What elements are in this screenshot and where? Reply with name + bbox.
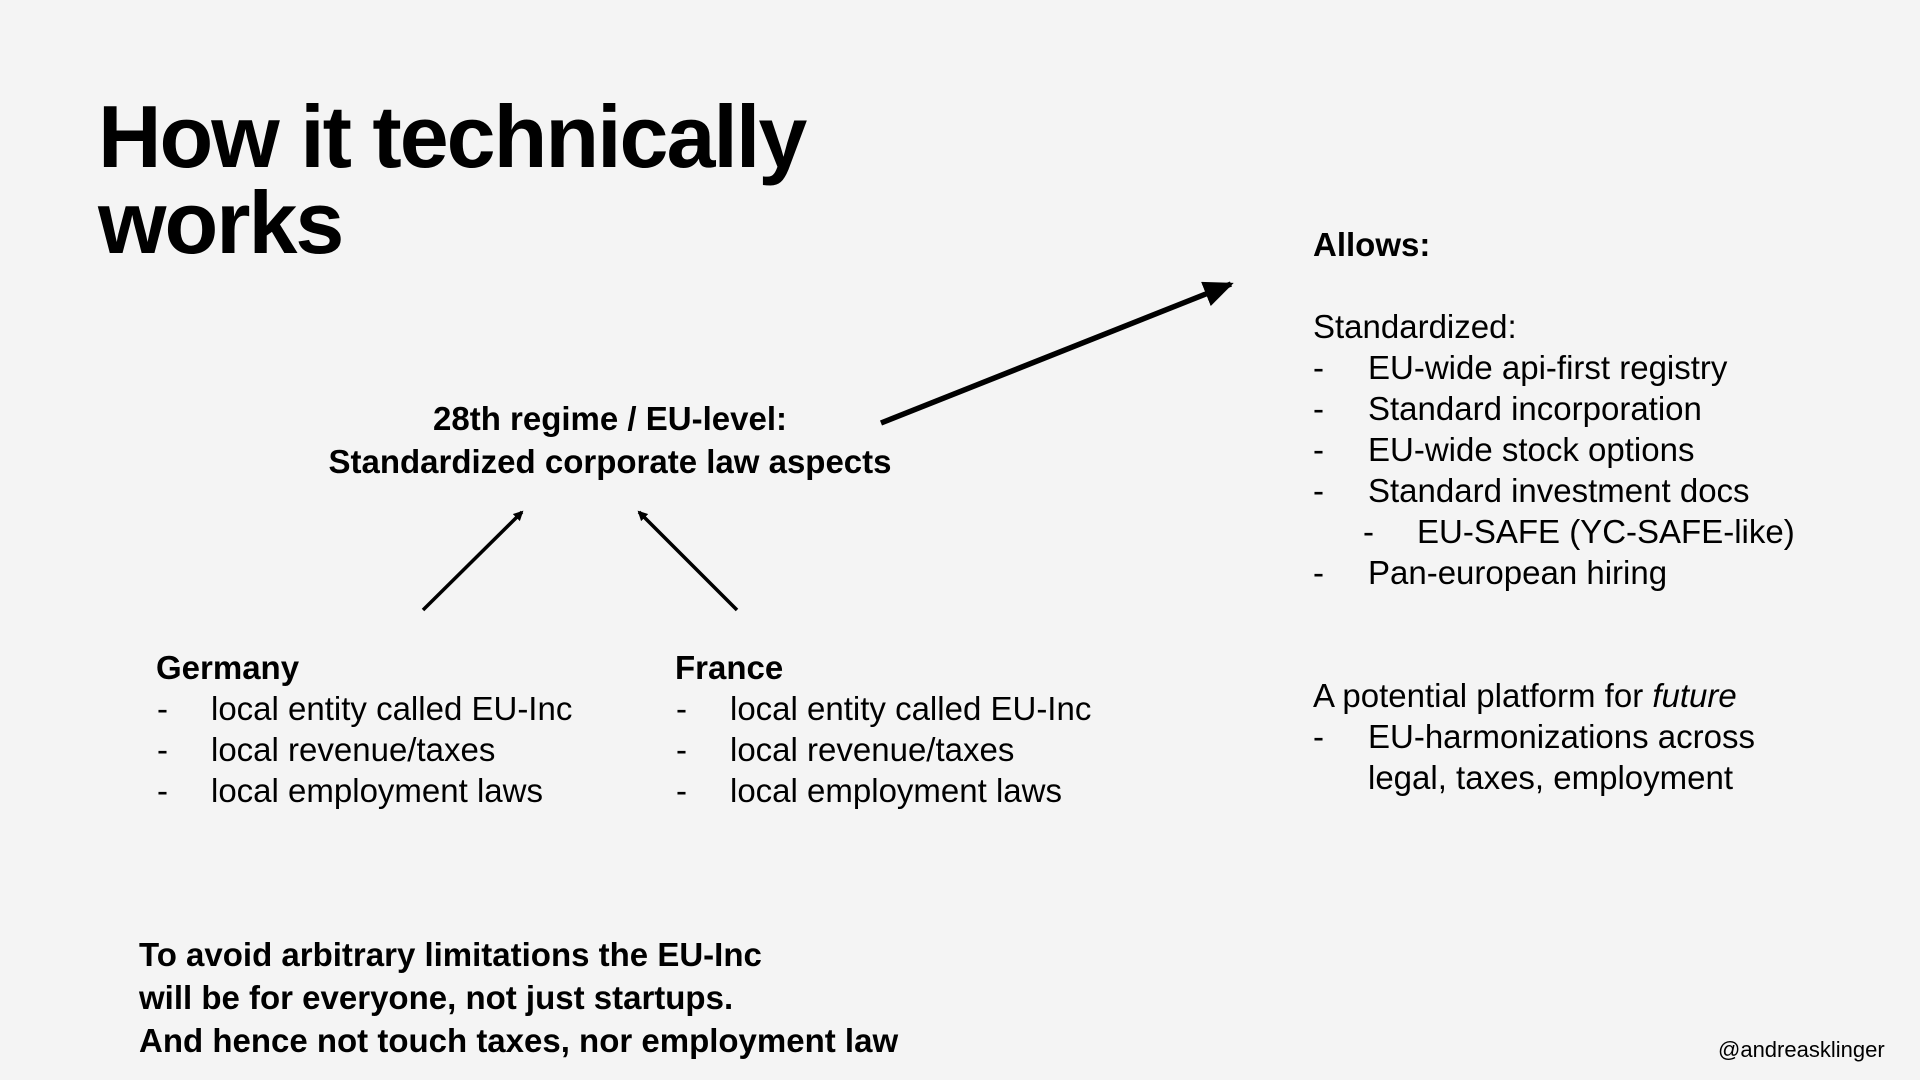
dash-bullet: - [157, 772, 168, 809]
platform-lead-emphasis: future [1652, 677, 1737, 714]
footnote-line-3: And hence not touch taxes, nor employment law [139, 1022, 899, 1059]
country-france [675, 647, 1235, 811]
platform-section [1313, 675, 1903, 798]
list-item [156, 770, 716, 811]
arrow-france-to-eu [639, 512, 737, 610]
country-name: France [675, 649, 784, 686]
platform-list [1313, 716, 1903, 798]
list-item-line-2: legal, taxes, employment [1368, 759, 1734, 796]
slide-title-line-1: How it technically [98, 87, 806, 186]
country-items [675, 688, 1235, 811]
dash-bullet: - [676, 772, 687, 809]
dash-bullet: - [1313, 554, 1324, 591]
list-item [1313, 388, 1903, 429]
allows-list [1313, 347, 1903, 593]
list-item [1313, 552, 1903, 593]
author-handle: @andreasklinger [1718, 1037, 1885, 1062]
dash-bullet: - [1313, 718, 1324, 755]
allows-subheading: Standardized: [1313, 308, 1517, 345]
dash-bullet: - [676, 731, 687, 768]
dash-bullet: - [1363, 513, 1374, 550]
allows-section [1313, 224, 1903, 593]
dash-bullet: - [676, 690, 687, 727]
list-item [1313, 470, 1903, 511]
list-item [675, 688, 1235, 729]
list-item [675, 729, 1235, 770]
list-item-text: Pan-european hiring [1368, 554, 1668, 591]
list-item-text: EU-wide stock options [1368, 431, 1695, 468]
list-item-line-1: EU-harmonizations across [1368, 718, 1755, 755]
allows-heading: Allows: [1313, 226, 1431, 263]
dash-bullet: - [1313, 349, 1324, 386]
platform-lead [1313, 675, 1903, 716]
dash-bullet: - [157, 690, 168, 727]
list-item-text: local revenue/taxes [730, 731, 1015, 768]
list-item-text: local revenue/taxes [211, 731, 496, 768]
list-item [1313, 429, 1903, 470]
slide-title-line-2: works [98, 173, 343, 272]
list-item [156, 688, 716, 729]
country-items [156, 688, 716, 811]
list-item [675, 770, 1235, 811]
dash-bullet: - [1313, 431, 1324, 468]
country-name: Germany [156, 649, 300, 686]
list-item-text: local entity called EU-Inc [730, 690, 1092, 727]
footnote [139, 933, 1039, 1062]
footnote-line-2: will be for everyone, not just startups. [139, 979, 734, 1016]
list-item-text: local entity called EU-Inc [211, 690, 573, 727]
list-item-text: EU-wide api-first registry [1368, 349, 1728, 386]
list-item-text: Standard investment docs [1368, 472, 1750, 509]
eu-level-subheading: Standardized corporate law aspects [328, 443, 892, 480]
dash-bullet: - [1313, 472, 1324, 509]
list-item-text: EU-SAFE (YC-SAFE-like) [1417, 513, 1795, 550]
arrow-germany-to-eu [423, 512, 522, 610]
list-subitem [1313, 511, 1903, 552]
list-item-text: local employment laws [211, 772, 543, 809]
eu-level-box [280, 397, 940, 483]
list-item-text: Standard incorporation [1368, 390, 1702, 427]
list-item [1313, 716, 1903, 798]
country-germany [156, 647, 716, 811]
eu-level-heading: 28th regime / EU-level: [433, 400, 787, 437]
list-item [156, 729, 716, 770]
dash-bullet: - [1313, 390, 1324, 427]
list-item-text: local employment laws [730, 772, 1062, 809]
list-item [1313, 347, 1903, 388]
platform-lead-text: A potential platform for [1313, 677, 1653, 714]
footnote-line-1: To avoid arbitrary limitations the EU-Inc [139, 936, 762, 973]
dash-bullet: - [157, 731, 168, 768]
